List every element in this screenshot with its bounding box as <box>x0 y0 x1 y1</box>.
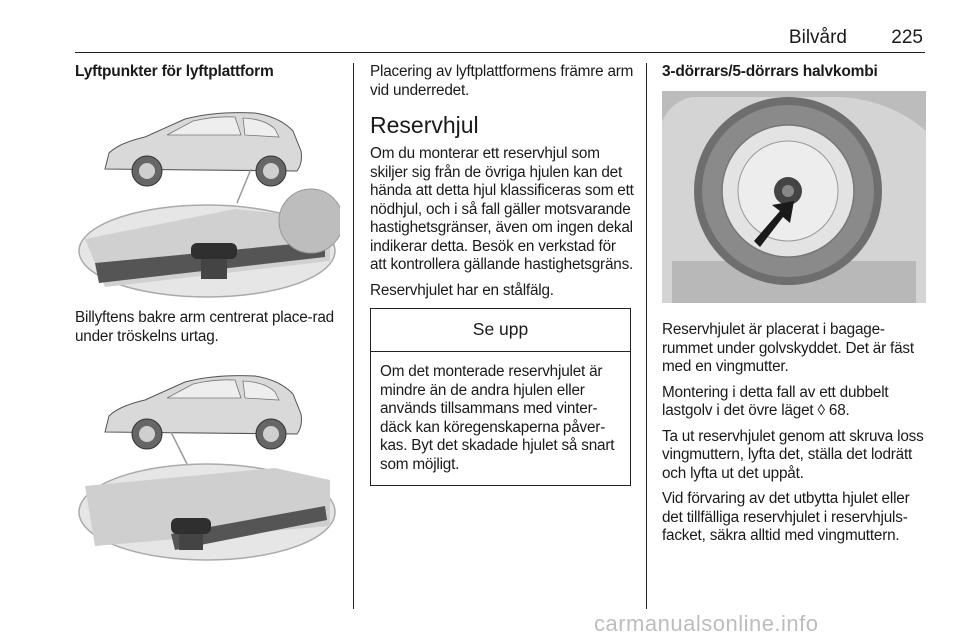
figure-caption: Billyftens bakre arm centrerat place-rad under tröskelns urtag. <box>75 309 334 345</box>
car-icon <box>105 113 302 186</box>
section-heading: 3-dörrars/5-dörrars halvkombi <box>662 63 878 80</box>
column-middle <box>370 63 635 486</box>
warning-title: Se upp <box>371 309 630 352</box>
watermark: carmanualsonline.info <box>594 611 819 636</box>
intro-paragraph: Placering av lyftplattformens främre arm vid underredet. <box>370 63 634 99</box>
car-icon <box>105 376 302 449</box>
spare-wheel-illustration <box>662 91 926 303</box>
body-paragraph: Reservhjulet har en stålfälg. <box>370 281 554 299</box>
warning-text: Om det monterade reservhjulet är mindre än de andra hjulen eller används tillsammans med vinter-däck kan köregenskaperna påver-kas. Byt det skadade hjulet så snart som möjligt. <box>380 363 615 473</box>
body-paragraph: Reservhjulet är placerat i bagage-rummet under golvskyddet. Det är fäst med en vingmutter. <box>662 321 914 375</box>
page-header <box>75 24 925 53</box>
body-paragraph: Om du monterar ett reservhjul som skiljer sig från de övriga hjulen kan det hända att detta hjul klassificeras som ett nödhjul, och i så fall gäller motsvarande hastighetsgränser, även om ingen dekal indikerar detta. Besök en verkstad för att kontrollera gällande hastighetsgräns. <box>370 145 634 273</box>
section-heading: Lyftpunkter för lyftplattform <box>75 63 274 80</box>
body-paragraph: Ta ut reservhjulet genom att skruva loss vingmuttern, lyfta det, ställa det lodrätt och lyfta ut det uppåt. <box>662 427 924 482</box>
column-divider <box>353 63 354 609</box>
section-heading: Reservhjul <box>370 112 479 138</box>
page-number: 225 <box>891 27 923 48</box>
column-left <box>75 63 340 564</box>
body-paragraph: Montering i detta fall av ett dubbelt lastgolv i det övre läget ◊ 68. <box>662 383 889 419</box>
rear-lift-arm-illustration <box>75 91 340 299</box>
body-paragraph: Vid förvaring av det utbytta hjulet eller det tillfälliga reservhjulet i reservhjuls-facket, säkra alltid med vingmuttern. <box>662 490 910 544</box>
spare-wheel-icon <box>694 97 882 285</box>
front-lift-arm-illustration <box>75 356 340 564</box>
column-right <box>662 63 927 553</box>
section-title: Bilvård <box>788 27 847 48</box>
column-divider <box>646 63 647 609</box>
warning-box <box>370 308 631 486</box>
